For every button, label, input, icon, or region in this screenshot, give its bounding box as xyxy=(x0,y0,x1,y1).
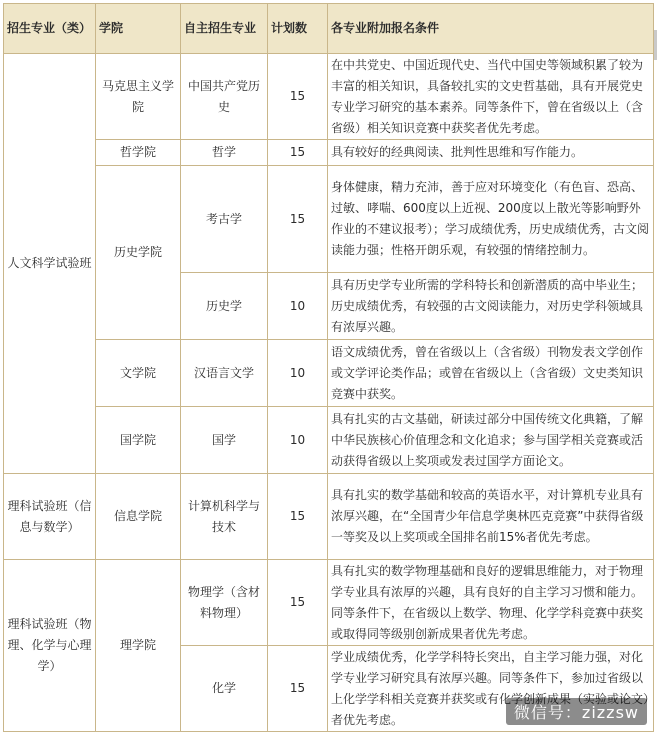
conditions-cell: 具有扎实的数学基础和较高的英语水平，对计算机专业具有浓厚兴趣，在“全国青少年信息学奥林匹克竞赛”中获得省级一等奖及以上奖项或全国排名前15%者优先考虑。 xyxy=(328,474,654,560)
table-row xyxy=(4,140,654,166)
major-cell: 考古学 xyxy=(181,166,268,273)
major-cell: 物理学（含材料物理） xyxy=(181,560,268,646)
plan-cell: 10 xyxy=(268,407,328,474)
header-school: 学院 xyxy=(96,4,181,54)
conditions-cell: 语文成绩优秀，曾在省级以上（含省级）刊物发表文学创作或文学评论类作品；或曾在省级以上（含省级）文史类知识竞赛中获奖。 xyxy=(328,340,654,407)
plan-cell: 15 xyxy=(268,54,328,140)
conditions-cell: 具有扎实的古文基础，研读过部分中国传统文化典籍，了解中华民族核心价值理念和文化追求；参与国学相关竞赛或活动获得省级以上奖项或发表过国学方面论文。 xyxy=(328,407,654,474)
conditions-cell: 具有历史学专业所需的学科特长和创新潜质的高中毕业生；历史成绩优秀，有较强的古文阅读能力，对历史学科领域具有浓厚兴趣。 xyxy=(328,273,654,340)
table-row xyxy=(4,560,654,646)
school-cell: 文学院 xyxy=(96,340,181,407)
table-row xyxy=(4,340,654,407)
major-cell: 国学 xyxy=(181,407,268,474)
major-cell: 历史学 xyxy=(181,273,268,340)
plan-cell: 15 xyxy=(268,646,328,732)
category-cell: 理科试验班（信息与数学） xyxy=(4,474,96,560)
category-cell: 理科试验班（物理、化学与心理学） xyxy=(4,560,96,732)
admission-table xyxy=(3,3,654,732)
plan-cell: 15 xyxy=(268,474,328,560)
header-major: 自主招生专业 xyxy=(181,4,268,54)
plan-cell: 15 xyxy=(268,140,328,166)
header-plan: 计划数 xyxy=(268,4,328,54)
plan-cell: 10 xyxy=(268,340,328,407)
major-cell: 哲学 xyxy=(181,140,268,166)
school-cell: 国学院 xyxy=(96,407,181,474)
table-row xyxy=(4,54,654,140)
school-cell: 信息学院 xyxy=(96,474,181,560)
header-row xyxy=(4,4,654,54)
plan-cell: 15 xyxy=(268,560,328,646)
wechat-watermark: 微信号：zizzsw xyxy=(506,698,647,725)
school-cell: 理学院 xyxy=(96,560,181,732)
plan-cell: 10 xyxy=(268,273,328,340)
conditions-cell: 具有扎实的数学物理基础和良好的逻辑思维能力，对于物理学专业具有浓厚的兴趣，具有良好的自主学习习惯和能力。同等条件下，在省级以上数学、物理、化学学科竞赛中获奖或取得同等级别创新成果者优先考虑。 xyxy=(328,560,654,646)
major-cell: 中国共产党历史 xyxy=(181,54,268,140)
table-row xyxy=(4,166,654,273)
conditions-cell: 具有较好的经典阅读、批判性思维和写作能力。 xyxy=(328,140,654,166)
major-cell: 计算机科学与技术 xyxy=(181,474,268,560)
table-row xyxy=(4,407,654,474)
school-cell: 哲学院 xyxy=(96,140,181,166)
table-row xyxy=(4,474,654,560)
plan-cell: 15 xyxy=(268,166,328,273)
conditions-cell: 身体健康，精力充沛，善于应对环境变化（有色盲、恐高、过敏、哮喘、600度以上近视、200度以上散光等影响野外作业的不建议报考）；学习成绩优秀，历史成绩优秀，古文阅读能力强；性格开朗乐观，有较强的情绪控制力。 xyxy=(328,166,654,273)
header-category: 招生专业（类） xyxy=(4,4,96,54)
header-conditions: 各专业附加报名条件 xyxy=(328,4,654,54)
conditions-cell: 学业成绩优秀，化学学科特长突出，自主学习能力强，对化学专业学习研究具有浓厚兴趣。同等条件下，参加过省级以上化学学科相关竞赛并获奖或有化学创新成果（实验或论文）者优先考虑。 xyxy=(328,646,654,732)
major-cell: 化学 xyxy=(181,646,268,732)
major-cell: 汉语言文学 xyxy=(181,340,268,407)
category-cell: 人文科学试验班 xyxy=(4,54,96,474)
school-cell: 历史学院 xyxy=(96,166,181,340)
conditions-cell: 在中共党史、中国近现代史、当代中国史等领域积累了较为丰富的相关知识，具备较扎实的文史哲基础，具有开展党史专业学习研究的基本素养。同等条件下，曾在省级以上（含省级）相关知识竞赛中获奖者优先考虑。 xyxy=(328,54,654,140)
school-cell: 马克思主义学院 xyxy=(96,54,181,140)
